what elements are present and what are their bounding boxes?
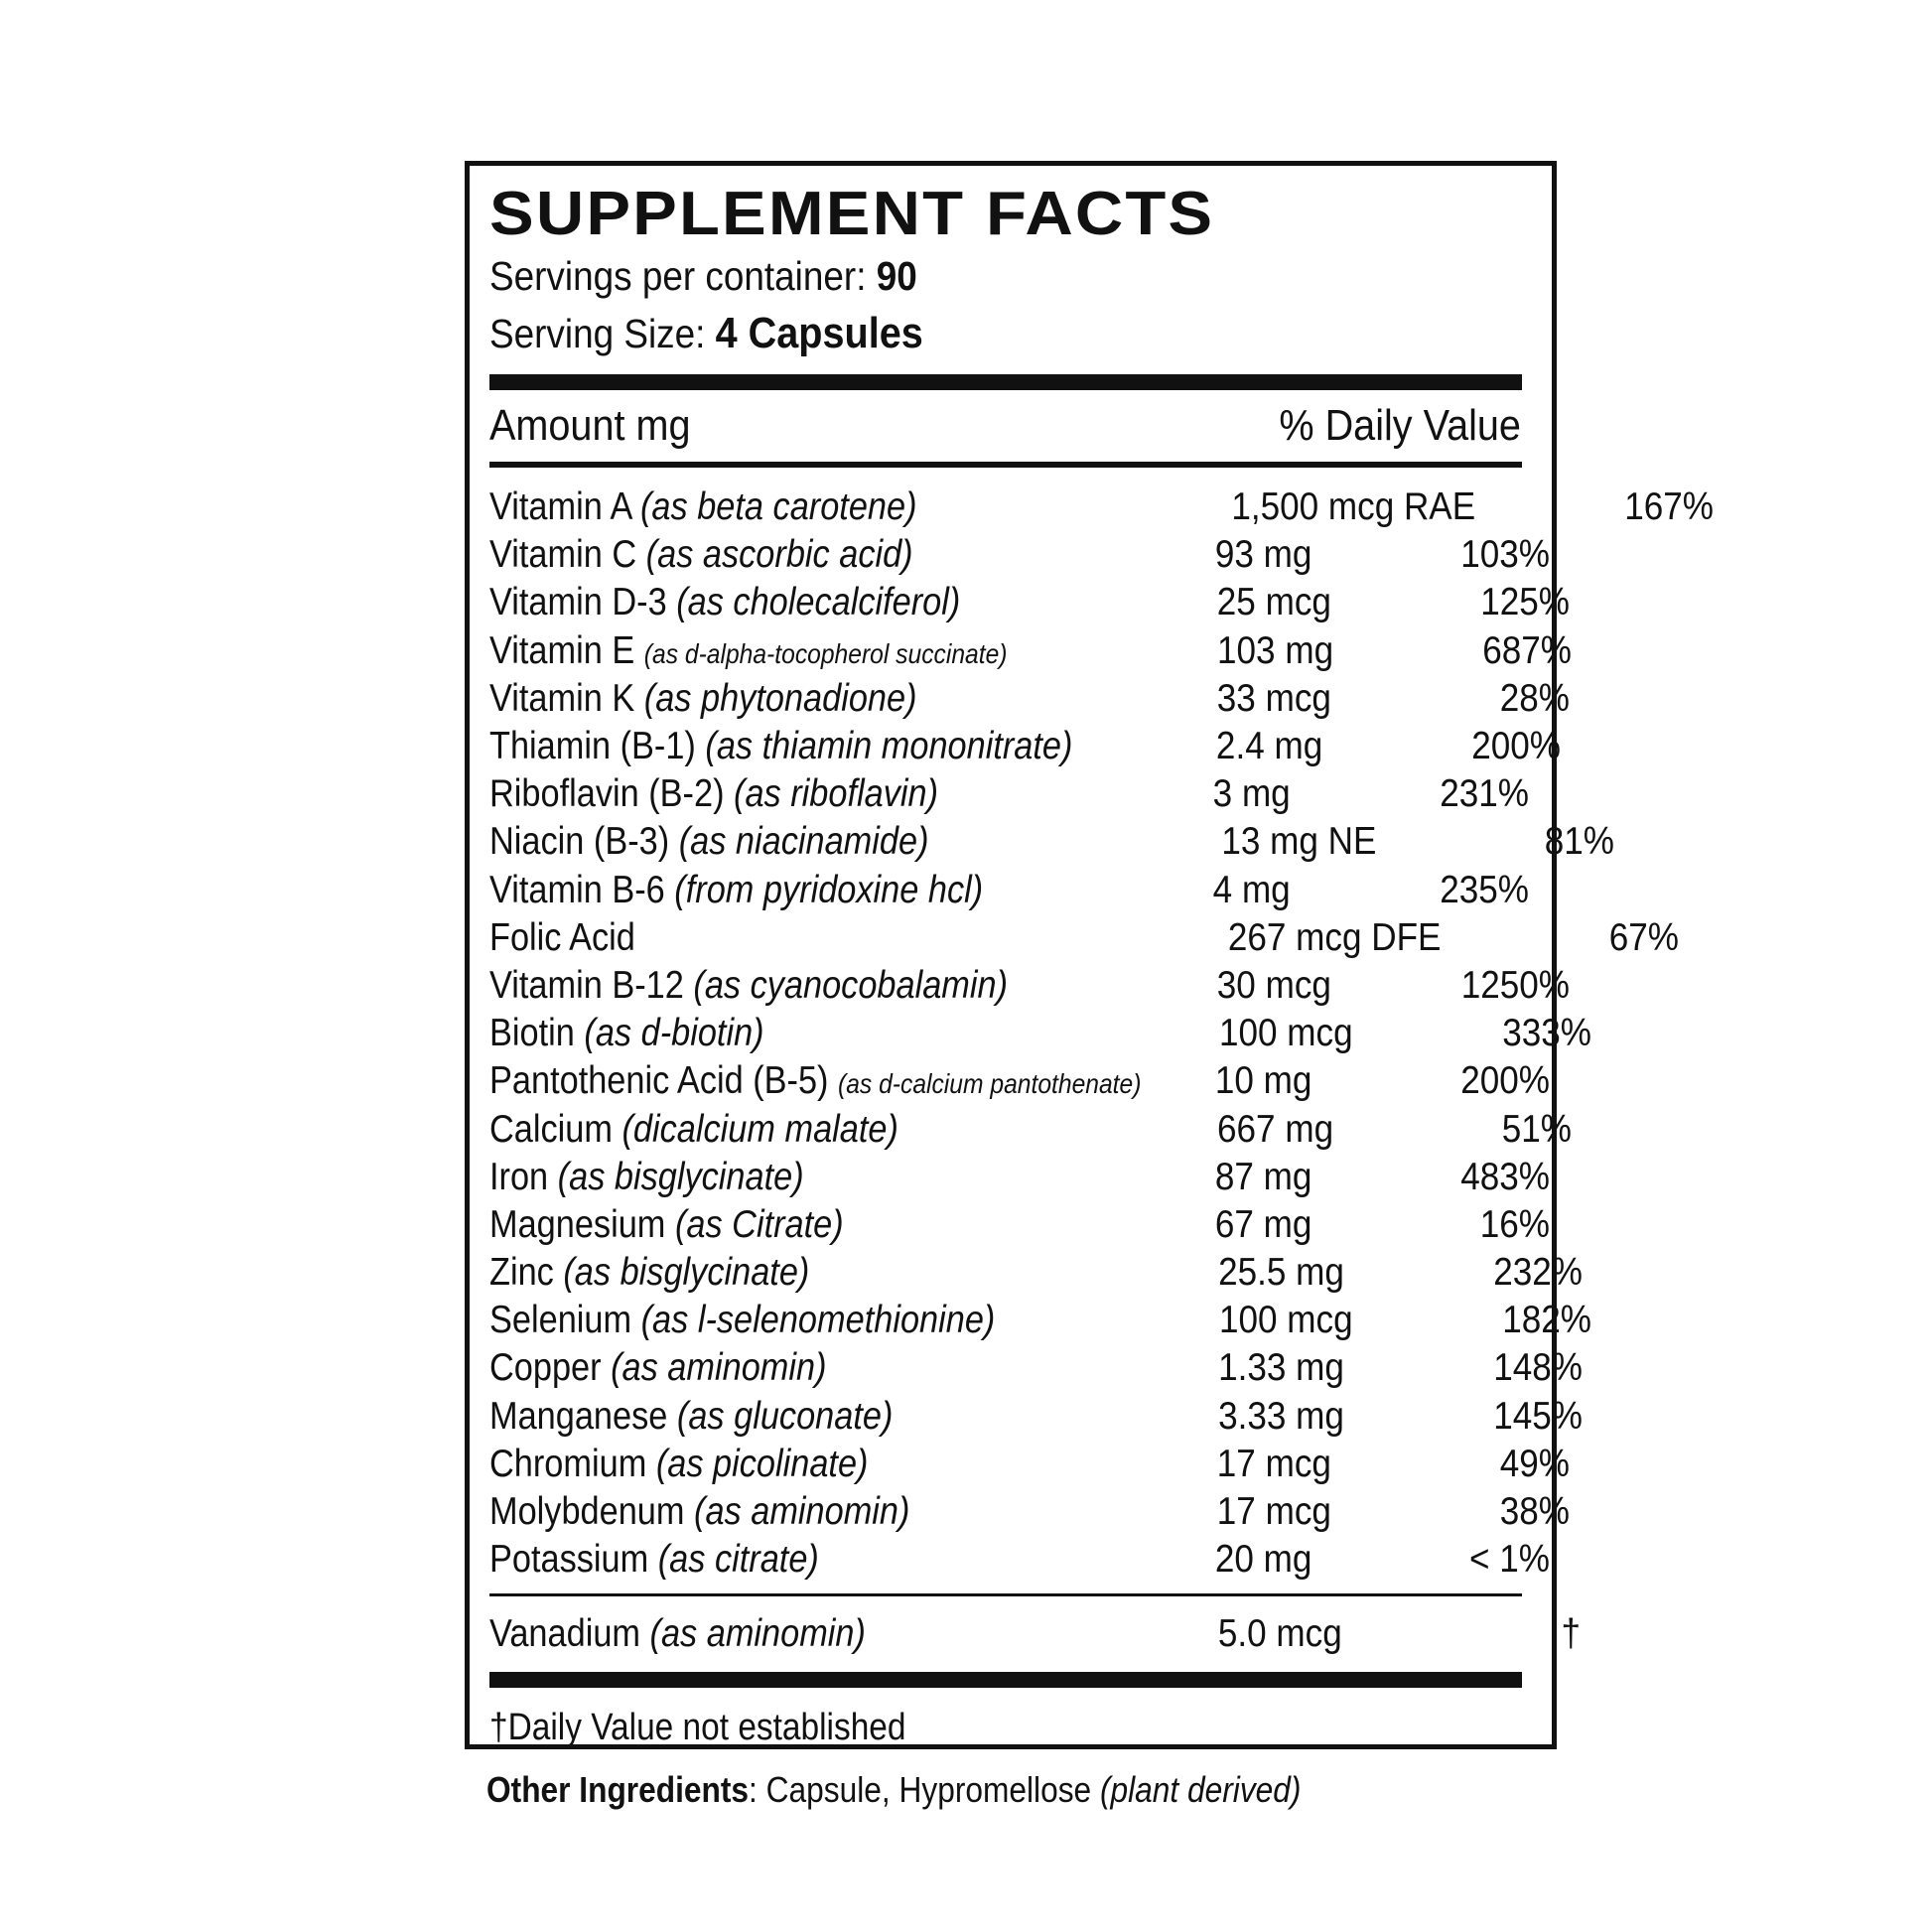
nutrient-source: (as riboflavin): [734, 772, 939, 816]
nutrient-row: [489, 1010, 1591, 1057]
nutrient-source: (as phytonadione): [643, 676, 917, 720]
nutrient-amount: 25 mcg: [1216, 581, 1331, 624]
nutrient-amount: 100 mcg: [1218, 1299, 1353, 1342]
nutrient-name: [489, 1612, 1119, 1656]
nutrient-amount: 100 mcg: [1218, 1012, 1353, 1055]
nutrient-source: (as citrate): [657, 1538, 819, 1582]
servings-per-container: [489, 247, 1419, 305]
nutrient-daily-value: 235%: [1439, 868, 1529, 911]
other-ingredients-note: (plant derived): [1099, 1769, 1302, 1810]
serving-size-value: 4 Capsules: [715, 309, 923, 357]
nutrient-amount: 13 mg NE: [1221, 820, 1377, 864]
nutrient-name: [489, 1203, 1119, 1247]
nutrient-name-text: Vitamin E: [489, 628, 644, 672]
nutrient-amount: 10 mg: [1214, 1059, 1312, 1103]
serving-size: [489, 305, 1419, 362]
nutrient-name: [489, 1490, 1119, 1534]
nutrient-daily-value: 232%: [1493, 1251, 1583, 1295]
nutrient-name: [489, 869, 1119, 912]
nutrient-name-text: Copper: [489, 1346, 612, 1390]
nutrient-source: (as beta carotene): [640, 485, 917, 529]
divider-thin: [489, 1593, 1522, 1596]
nutrient-daily-value: 333%: [1501, 1012, 1591, 1055]
nutrient-daily-value: 687%: [1482, 628, 1573, 672]
nutrient-source: (as cyanocobalamin): [693, 963, 1009, 1007]
nutrient-daily-value: †: [1561, 1612, 1581, 1656]
header-daily-value: % Daily Value: [1279, 401, 1521, 450]
nutrient-amount: 3 mg: [1212, 772, 1291, 816]
nutrient-name: [489, 1251, 1119, 1295]
other-ingredients-text: : Capsule, Hypromellose: [749, 1769, 1100, 1810]
nutrient-name: [489, 1299, 1119, 1342]
divider-thick-bottom: [489, 1672, 1522, 1688]
nutrient-name: [489, 677, 1119, 721]
nutrient-row: [489, 818, 1615, 866]
nutrient-source: (dicalcium malate): [621, 1107, 898, 1151]
nutrient-name: [489, 1012, 1119, 1055]
nutrient-amount: 5.0 mcg: [1217, 1612, 1342, 1656]
nutrient-amount: 17 mcg: [1216, 1442, 1331, 1485]
nutrient-source: (as thiamin mononitrate): [705, 725, 1073, 768]
nutrient-name-text: Potassium: [489, 1538, 658, 1582]
nutrient-daily-value: < 1%: [1469, 1538, 1551, 1582]
nutrient-daily-value: 28%: [1499, 676, 1570, 720]
nutrient-name-text: Calcium: [489, 1107, 622, 1151]
nutrient-source: (as gluconate): [676, 1394, 894, 1438]
nutrient-name-text: Vitamin C: [489, 533, 646, 577]
nutrient-daily-value: 38%: [1499, 1490, 1570, 1534]
nutrient-name: [489, 1538, 1119, 1582]
nutrient-row: [489, 962, 1570, 1010]
nutrient-name-text: Niacin (B-3): [489, 820, 679, 864]
nutrient-source: (as cholecalciferol): [676, 581, 961, 624]
nutrient-source: (as aminomin): [694, 1490, 910, 1534]
nutrient-name-text: Manganese: [489, 1394, 677, 1438]
nutrient-name: [489, 772, 1119, 816]
nutrient-name-text: Selenium: [489, 1299, 641, 1342]
nutrient-amount: 1.33 mg: [1218, 1346, 1344, 1390]
nutrient-amount: 103 mg: [1217, 628, 1334, 672]
nutrient-name: [489, 820, 1119, 864]
nutrient-row: [489, 723, 1562, 770]
nutrient-name-text: Pantothenic Acid (B-5): [489, 1059, 839, 1103]
nutrient-source: (as niacinamide): [678, 820, 929, 864]
nutrient-name-text: Vitamin B-12: [489, 963, 694, 1007]
nutrient-name: [489, 1346, 1119, 1390]
header-amount: Amount mg: [489, 401, 691, 450]
nutrient-amount: 267 mcg DFE: [1227, 915, 1442, 959]
nutrient-row: [489, 483, 1715, 531]
nutrient-name-text: Vitamin D-3: [489, 581, 677, 624]
nutrient-amount: 667 mg: [1217, 1107, 1334, 1151]
nutrient-name-text: Magnesium: [489, 1202, 675, 1246]
nutrient-amount: 4 mg: [1212, 868, 1291, 911]
nutrient-name-text: Iron: [489, 1155, 558, 1198]
other-ingredients: [486, 1769, 1301, 1811]
nutrient-source: (as bisglycinate): [557, 1155, 804, 1198]
nutrient-row: [489, 675, 1570, 723]
nutrient-row: [489, 770, 1529, 818]
nutrient-row: [489, 1344, 1583, 1392]
nutrient-name: [489, 1156, 1119, 1199]
nutrient-name-text: Vanadium: [489, 1612, 650, 1656]
nutrient-source: (as picolinate): [655, 1442, 869, 1485]
nutrient-amount: 30 mcg: [1216, 963, 1331, 1007]
nutrient-name: [489, 964, 1119, 1008]
serving-size-label: Serving Size:: [489, 311, 716, 356]
nutrient-daily-value: 125%: [1480, 581, 1570, 624]
nutrient-name: [489, 581, 1119, 624]
panel-title: SUPPLEMENT FACTS: [489, 180, 1215, 248]
nutrient-source: (as Citrate): [674, 1202, 844, 1246]
nutrient-row: [489, 1536, 1551, 1584]
nutrient-row: [489, 1488, 1570, 1536]
nutrient-amount: 1,500 mcg RAE: [1231, 485, 1476, 529]
nutrient-name-text: Vitamin B-6: [489, 868, 675, 911]
nutrient-daily-value: 200%: [1460, 1059, 1551, 1103]
nutrient-amount: 25.5 mg: [1218, 1251, 1344, 1295]
nutrient-row: [489, 1297, 1591, 1344]
nutrient-name-text: Zinc: [489, 1251, 564, 1295]
nutrient-name: [489, 1108, 1119, 1152]
panel-content: [489, 180, 1715, 1767]
nutrient-name-text: Biotin: [489, 1012, 585, 1055]
nutrient-amount: 17 mcg: [1216, 1490, 1331, 1534]
nutrient-name: [489, 916, 1119, 960]
nutrient-name-text: Chromium: [489, 1442, 656, 1485]
nutrient-name: [489, 1059, 1142, 1103]
nutrient-row: [489, 627, 1573, 675]
nutrient-daily-value: 49%: [1499, 1442, 1570, 1485]
nutrient-name: [489, 1395, 1119, 1439]
nutrient-name-text: Thiamin (B-1): [489, 725, 706, 768]
nutrient-name-text: Folic Acid: [489, 915, 635, 959]
nutrient-name-text: Vitamin A: [489, 485, 641, 529]
nutrient-amount: 3.33 mg: [1218, 1394, 1344, 1438]
footnote: †Daily Value not established: [489, 1707, 906, 1749]
nutrient-amount: 87 mg: [1214, 1155, 1312, 1198]
nutrient-daily-value: 200%: [1471, 725, 1562, 768]
nutrient-source: (as d-alpha-tocopherol succinate): [643, 637, 1008, 669]
nutrient-source: (as aminomin): [611, 1346, 827, 1390]
divider-medium: [489, 462, 1522, 468]
nutrient-daily-value: 145%: [1493, 1394, 1583, 1438]
nutrient-row: [489, 1201, 1551, 1249]
nutrient-row-vanadium: [489, 1604, 1581, 1664]
nutrient-amount: 33 mcg: [1216, 676, 1331, 720]
nutrient-row: [489, 914, 1680, 962]
nutrient-daily-value: 182%: [1501, 1299, 1591, 1342]
nutrient-row: [489, 1154, 1551, 1201]
nutrient-source: (from pyridoxine hcl): [674, 868, 984, 911]
nutrient-daily-value: 16%: [1480, 1202, 1551, 1246]
column-header: [489, 390, 1521, 462]
nutrient-source: (as bisglycinate): [563, 1251, 810, 1295]
nutrient-rows: [489, 483, 1715, 1584]
servings-per-container-label: Servings per container:: [489, 253, 877, 299]
nutrient-daily-value: 67%: [1609, 915, 1680, 959]
nutrient-row: [489, 1057, 1551, 1105]
nutrient-row: [489, 867, 1529, 914]
nutrient-daily-value: 103%: [1460, 533, 1551, 577]
nutrient-amount: 20 mg: [1214, 1538, 1312, 1582]
nutrient-source: (as d-calcium pantothenate): [838, 1068, 1142, 1100]
nutrient-name: [489, 725, 1119, 768]
nutrient-name-text: Vitamin K: [489, 676, 644, 720]
nutrient-source: (as d-biotin): [584, 1012, 764, 1055]
nutrient-name: [489, 485, 1119, 529]
nutrient-row: [489, 1105, 1573, 1153]
servings-per-container-value: 90: [876, 253, 917, 299]
nutrient-daily-value: 81%: [1545, 820, 1615, 864]
nutrient-daily-value: 167%: [1624, 485, 1715, 529]
nutrient-name: [489, 533, 1119, 577]
nutrient-source: (as l-selenomethionine): [640, 1299, 996, 1342]
nutrient-row: [489, 1249, 1583, 1297]
nutrient-amount: 2.4 mg: [1215, 725, 1323, 768]
nutrient-daily-value: 483%: [1460, 1155, 1551, 1198]
supplement-facts-panel: [465, 161, 1715, 1749]
nutrient-daily-value: 148%: [1493, 1346, 1583, 1390]
other-ingredients-label: Other Ingredients: [486, 1769, 750, 1810]
nutrient-daily-value: 51%: [1501, 1107, 1573, 1151]
nutrient-row: [489, 579, 1570, 626]
nutrient-name-text: Riboflavin (B-2): [489, 772, 735, 816]
nutrient-source: (as ascorbic acid): [645, 533, 913, 577]
nutrient-name: [489, 629, 1119, 673]
nutrient-daily-value: 1250%: [1460, 963, 1570, 1007]
nutrient-name-text: Molybdenum: [489, 1490, 695, 1534]
nutrient-row: [489, 1441, 1570, 1488]
nutrient-row: [489, 531, 1551, 579]
nutrient-amount: 67 mg: [1214, 1202, 1312, 1246]
nutrient-amount: 93 mg: [1214, 533, 1312, 577]
nutrient-row: [489, 1393, 1583, 1441]
nutrient-name: [489, 1443, 1119, 1486]
divider-thick: [489, 374, 1522, 390]
nutrient-daily-value: 231%: [1439, 772, 1529, 816]
nutrient-source: (as aminomin): [649, 1612, 866, 1656]
